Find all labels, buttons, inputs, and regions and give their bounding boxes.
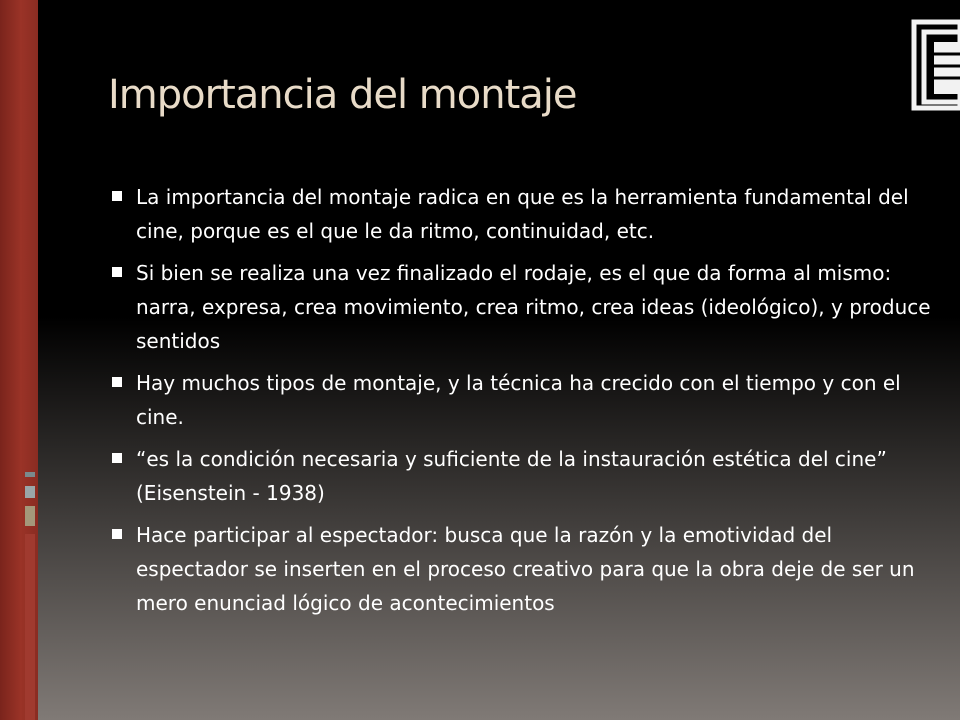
bullet-item	[112, 180, 932, 248]
bullet-item	[112, 442, 932, 510]
bullet-text: Si bien se realiza una vez finalizado el rodaje, es el que da forma al mismo: narra, expresa, crea movimiento, crea ritmo, crea ideas (ideológico), y produce sentidos	[136, 261, 931, 353]
square-bullet-icon	[112, 267, 122, 277]
left-accent-block	[25, 472, 35, 477]
bullet-text: Hay muchos tipos de montaje, y la técnica ha crecido con el tiempo y con el cine.	[136, 371, 901, 429]
left-accent-block	[25, 534, 35, 720]
bullet-item	[112, 256, 932, 358]
bullet-list	[112, 180, 932, 628]
square-bullet-icon	[112, 453, 122, 463]
square-bullet-icon	[112, 377, 122, 387]
bullet-text: La importancia del montaje radica en que es la herramienta fundamental del cine, porque es el que le da ritmo, continuidad, etc.	[136, 185, 909, 243]
square-bullet-icon	[112, 529, 122, 539]
square-bullet-icon	[112, 191, 122, 201]
left-accent-block	[25, 506, 35, 526]
bullet-text: Hace participar al espectador: busca que la razón y la emotividad del espectador se inserten en el proceso creativo para que la obra deje de ser un mero enunciad lógico de acontecimientos	[136, 523, 915, 615]
bullet-text: “es la condición necesaria y suficiente de la instauración estética del cine” (Eisenstein - 1938)	[136, 447, 887, 505]
bullet-item	[112, 366, 932, 434]
slide-title: Importancia del montaje	[108, 72, 577, 118]
left-accent-block	[25, 486, 35, 498]
stacked-panels-decoration-icon	[908, 18, 960, 112]
bullet-item	[112, 518, 932, 620]
